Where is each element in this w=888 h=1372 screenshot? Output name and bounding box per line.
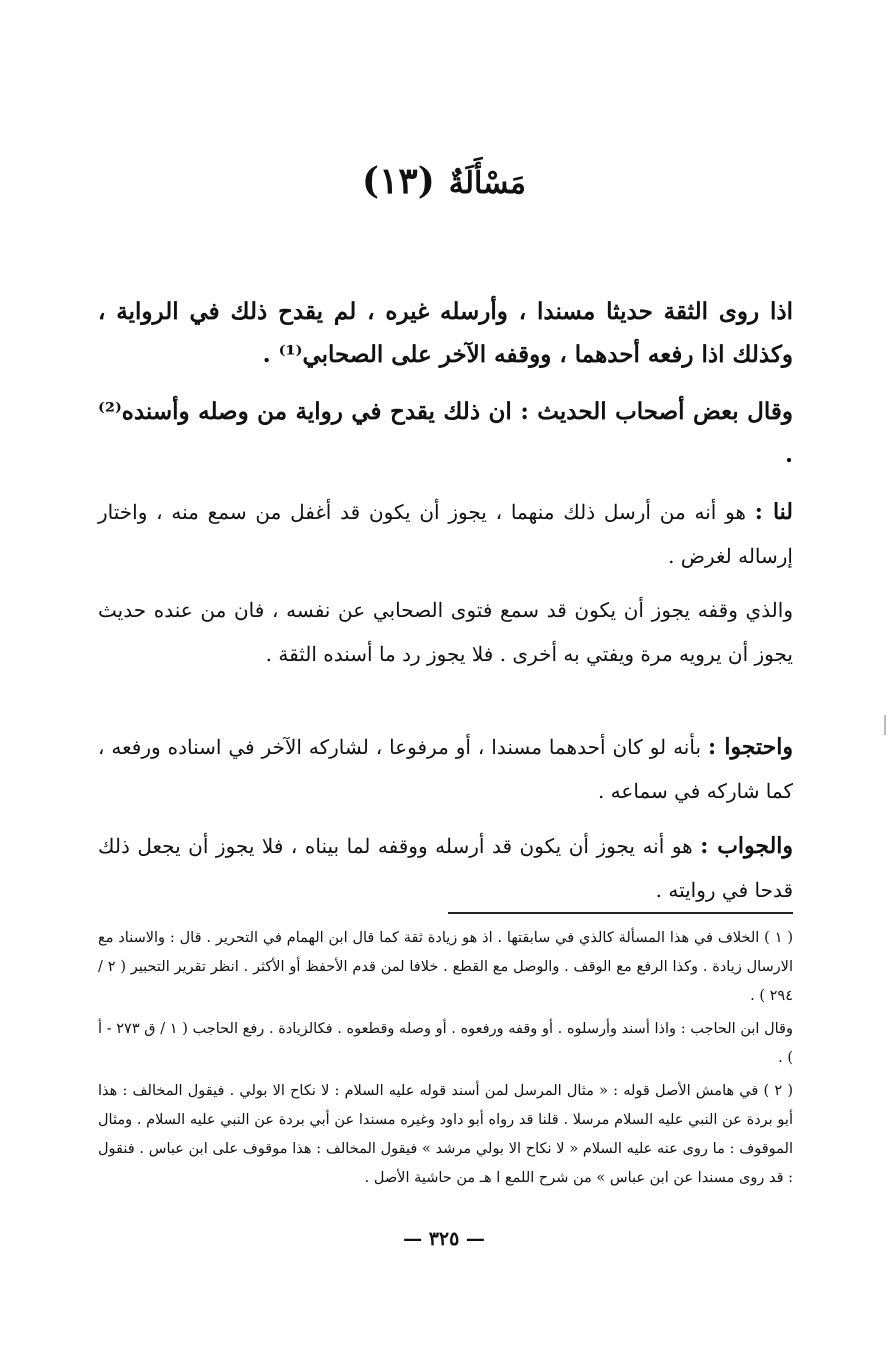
footnote-1-continued: وقال ابن الحاجب : واذا أسند وأرسلوه . أو وقفه ورفعوه . أو وصله وقطعوه . فكالزيادة . رفع الحاجب ( ١ / ق ٢٧٣ - أ ) . xyxy=(98,1021,793,1066)
title-number: (١٣) xyxy=(362,160,435,202)
paragraph-6-text: هو أنه يجوز أن يكون قد أرسله ووقفه لما بيناه ، فلا يجوز أن يجعل ذلك قدحا في روايته . xyxy=(98,834,793,902)
footnote-divider xyxy=(448,912,793,914)
paragraph-3-text: هو أنه من أرسل ذلك منهما ، يجوز أن يكون قد أغفل من سمع منه ، واختار إرساله لغرض . xyxy=(98,500,793,568)
paragraph-3-lead: لنا : xyxy=(754,499,794,525)
paragraph-5-text: بأنه لو كان أحدهما مسندا ، أو مرفوعا ، لشاركه الآخر في اسناده ورفعه ، كما شاركه في سماعه . xyxy=(98,735,793,803)
footnote-1: ( ١ ) الخلاف في هذا المسألة كالذي في سابقتها . اذ هو زيادة ثقة كما قال ابن الهمام في التحرير . قال : والاسناد مع الارسال زيادة . وكذا الرفع مع الوقف . والوصل مع القطع . خلافا لمن قدم الأحفظ أو الأكثر . انظر تقرير التحبير ( ٢ / ٢٩٤ ) . xyxy=(98,930,793,1004)
paragraph-1: اذا روى الثقة حديثا مسندا ، وأرسله غيره ، لم يقدح ذلك في الرواية ، وكذلك اذا رفعه أحدهما ، ووقفه الآخر على الصحابي⁽¹⁾ . xyxy=(98,298,793,368)
paragraph-3 xyxy=(98,490,793,578)
page-title xyxy=(0,160,888,202)
footnote-2: ( ٢ ) في هامش الأصل قوله : « مثال المرسل لمن أسند قوله عليه السلام : لا نكاح الا بولي . فيقول المخالف : هذا أبو بردة عن النبي عليه السلام مرسلا . قلنا قد رواه أبو داود وغيره مسندا عن أبي بردة عن النبي عليه السلام . ومثال الموقوف : ما روى عنه عليه السلام « لا نكاح الا بولي مرشد » فيقول المخالف : هذا موقوف على ابن عباس . فنقول : قد روى مسندا عن ابن عباس » من شرح اللمع ا هـ من حاشية الأصل . xyxy=(98,1083,793,1186)
scan-edge-mark xyxy=(884,715,886,735)
paragraph-6 xyxy=(98,824,793,912)
paragraph-2: وقال بعض أصحاب الحديث : ان ذلك يقدح في رواية من وصله وأسنده⁽²⁾ . xyxy=(98,398,793,468)
title-word: مَسْأَلَةٌ xyxy=(448,166,526,201)
paragraph-6-lead: والجواب : xyxy=(700,833,794,859)
paragraph-5 xyxy=(98,725,793,813)
paragraph-5-lead: واحتجوا : xyxy=(707,734,794,760)
page-number: — ٣٢٥ — xyxy=(403,1228,485,1250)
paragraph-4: والذي وقفه يجوز أن يكون قد سمع فتوى الصحابي عن نفسه ، فان من عنده حديث يجوز أن يرويه مرة ويفتي به أخرى . فلا يجوز رد ما أسنده الثقة . xyxy=(98,598,793,666)
